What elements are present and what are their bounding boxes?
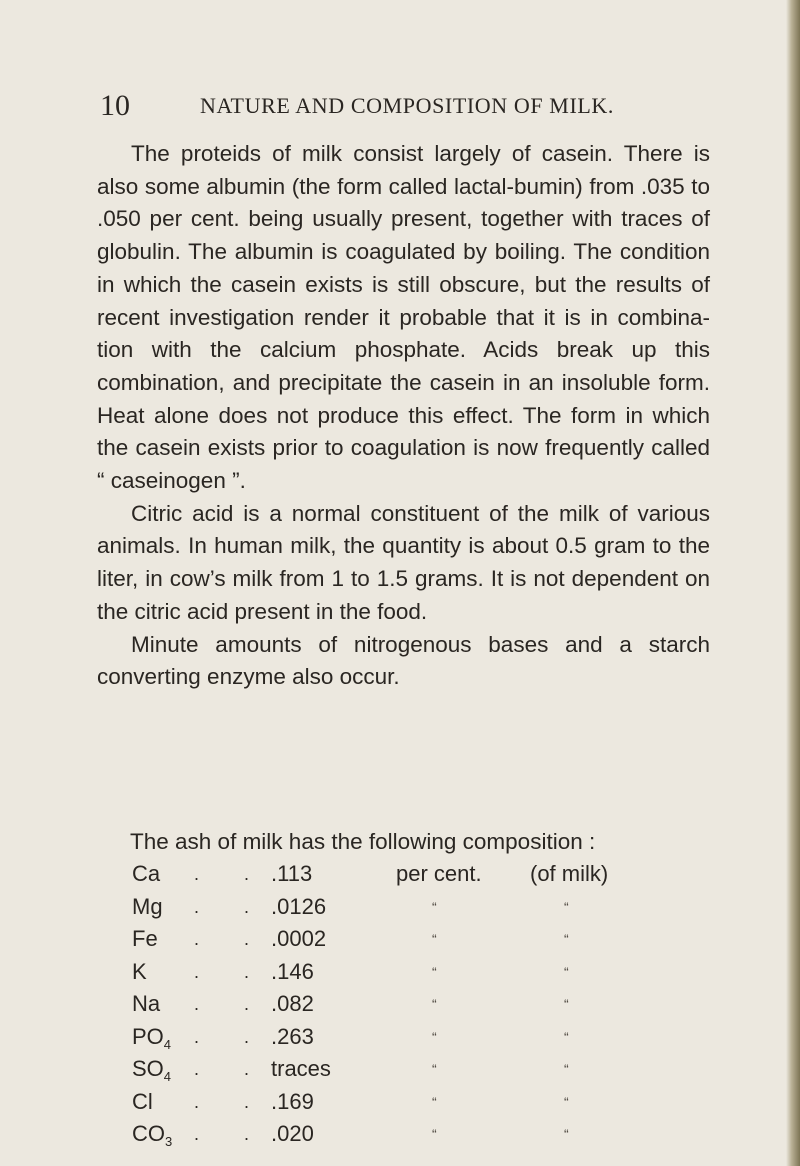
page-edge-shadow [786,0,800,1166]
ash-basis: “ [564,1093,569,1110]
page-header [100,86,720,126]
ash-element-symbol: Na [132,991,161,1016]
ash-value: .020 [271,1121,314,1146]
ash-element [132,858,160,890]
ash-basis: “ [564,1126,569,1142]
ash-value: .113 [271,861,313,886]
ash-basis: “ [564,898,569,915]
page-number: 10 [100,89,130,122]
ash-basis: “ [564,996,569,1012]
ash-leader-dots: . . [194,1026,270,1047]
ash-leader-dots: . . [194,961,270,982]
ash-unit: “ [432,1061,437,1077]
ash-row [132,891,692,924]
ash-element [132,956,147,988]
ash-element-symbol: K [132,958,147,984]
ash-element-symbol: Ca [132,861,161,886]
ash-element-symbol: Mg [132,893,163,919]
ash-row [132,988,692,1021]
ash-row [132,956,692,989]
ash-value: .146 [271,958,314,984]
ash-basis: “ [564,1061,569,1077]
ash-unit: “ [432,1028,437,1045]
ash-value: .0126 [271,893,327,919]
ash-unit: “ [432,996,437,1012]
running-head: NATURE AND COMPOSITION OF MILK. [200,93,615,118]
ash-row [132,1086,692,1119]
ash-element-symbol: Cl [132,1088,153,1114]
ash-row [132,923,692,956]
ash-value: .082 [271,991,314,1016]
ash-element-subscript: 3 [165,1134,173,1149]
paragraph-citric-acid: Citric acid is a normal constituent of the milk of various animals. In human milk, the quantity is about 0.5 gram to the liter, in cow’s milk from 1 to 1.5 grams. It is not dependent on the citric acid present in the food. [97,500,710,624]
ash-leader-dots: . . [194,864,270,884]
ash-unit: “ [432,1126,437,1142]
ash-leader-dots: . . [194,1091,270,1112]
ash-leader-dots: . . [194,896,270,917]
ash-element-subscript: 4 [163,1069,172,1084]
ash-basis: “ [564,1028,569,1045]
ash-element [132,891,163,923]
ash-row [132,858,692,891]
ash-leader-dots: . . [194,929,270,949]
ash-composition-table [132,858,692,1151]
paragraph-proteids: The proteids of milk consist largely of casein. There is also some albumin (the form called lactal-bumin) from .035 to .050 per cent. being usually present, together with traces of globulin. The albumin is coagulated by boiling. The condition in which the casein exists is still obscure, but the results of recent investigation render it probable that it is in combina-tion with the calcium phosphate. Acids break up this combination, and precipitate the casein in an insoluble form. Heat alone does not produce this effect. The form in which the casein exists prior to coagulation is now frequently called “ caseinogen ”. [97,141,710,494]
ash-value: traces [271,1056,331,1081]
ash-element-symbol: CO [132,1121,165,1146]
ash-element [132,923,158,955]
ash-element [132,1118,172,1158]
ash-element [132,988,160,1020]
ash-element [132,1086,153,1118]
ash-unit: “ [432,898,437,915]
body-text [97,138,710,694]
ash-leader-dots: . . [194,994,270,1014]
ash-value: .0002 [271,926,327,951]
ash-intro: The ash of milk has the following composition : [130,829,596,854]
ash-unit: “ [432,931,437,947]
ash-unit: “ [432,1093,437,1110]
ash-basis: “ [564,963,569,980]
ash-basis: (of milk) [530,861,609,886]
ash-value: .169 [271,1088,314,1114]
ash-element-symbol: SO [132,1056,164,1081]
ash-row [132,1021,692,1054]
ash-element-symbol: PO [132,1023,164,1049]
paragraph-nitrogenous-bases: Minute amounts of nitrogenous bases and a starch converting enzyme also occur. [97,631,710,690]
ash-basis: “ [564,931,569,947]
ash-row [132,1118,692,1151]
ash-unit: “ [432,963,437,980]
ash-row [132,1053,692,1086]
ash-element-symbol: Fe [132,926,158,951]
ash-leader-dots: . . [194,1059,270,1079]
ash-value: .263 [271,1023,314,1049]
ash-unit: per cent. [396,861,482,886]
ash-leader-dots: . . [194,1124,270,1144]
ash-element-subscript: 4 [163,1036,172,1052]
